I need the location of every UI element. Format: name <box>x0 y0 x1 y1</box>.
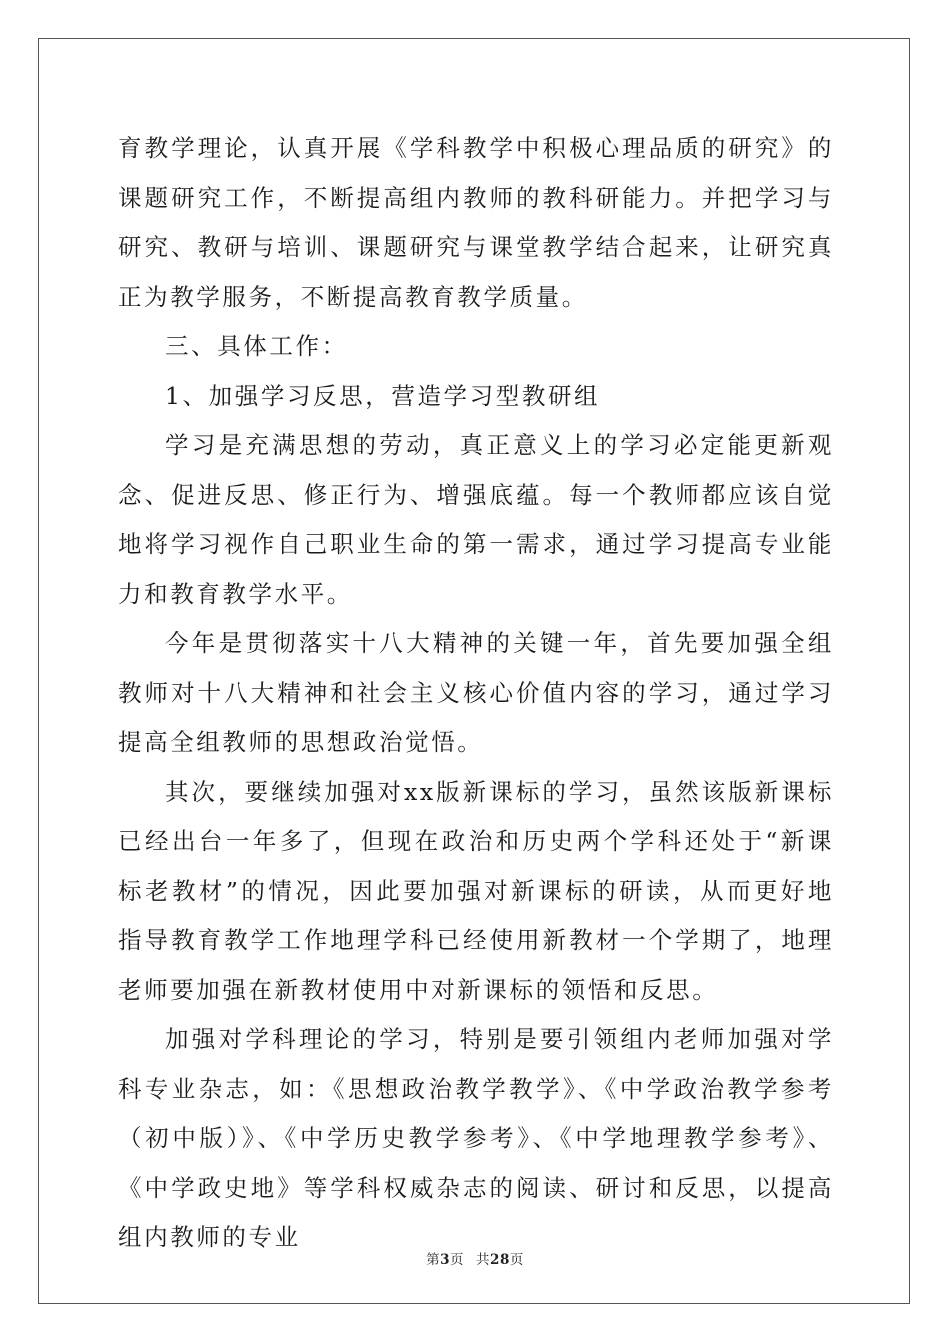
paragraph: 三、具体工作： <box>165 332 348 360</box>
paragraph: 加强对学科理论的学习，特别是要引领组内老师加强对学科专业杂志，如：《思想政治教学教学》、《中学政治教学参考（初中版）》、《中学历史教学参考》、《中学地理教学参考》、《中学政史地》等学科权威杂志的阅读、研讨和反思，以提高组内教师的专业 <box>118 1025 834 1251</box>
total-page-count: 28 <box>490 1252 510 1268</box>
page-footer <box>0 1248 950 1268</box>
total-suffix: 页 <box>509 1252 524 1268</box>
page-suffix: 页 <box>450 1252 465 1268</box>
document-body <box>118 124 834 1263</box>
current-page-number: 3 <box>440 1252 451 1268</box>
paragraph: 1、加强学习反思，营造学习型教研组 <box>165 381 601 410</box>
page-prefix: 第 <box>426 1252 441 1268</box>
paragraph: 育教学理论，认真开展《学科教学中积极心理品质的研究》的课题研究工作，不断提高组内教师的教科研能力。并把学习与研究、教研与培训、课题研究与课堂教学结合起来，让研究真正为教学服务，不断提高教育教学质量。 <box>118 134 834 311</box>
paragraph: 今年是贯彻落实十八大精神的关键一年，首先要加强全组教师对十八大精神和社会主义核心价值内容的学习，通过学习提高全组教师的思想政治觉悟。 <box>118 629 834 756</box>
total-prefix: 共 <box>476 1252 491 1268</box>
paragraph: 学习是充满思想的劳动，真正意义上的学习必定能更新观念、促进反思、修正行为、增强底蕴。每一个教师都应该自觉地将学习视作自己职业生命的第一需求，通过学习提高专业能力和教育教学水平。 <box>118 431 834 608</box>
paragraph: 其次，要继续加强对xx版新课标的学习，虽然该版新课标已经出台一年多了，但现在政治和历史两个学科还处于“新课标老教材”的情况，因此要加强对新课标的研读，从而更好地指导教育教学工作地理学科已经使用新教材一个学期了，地理老师要加强在新教材使用中对新课标的领悟和反思。 <box>118 777 834 1004</box>
